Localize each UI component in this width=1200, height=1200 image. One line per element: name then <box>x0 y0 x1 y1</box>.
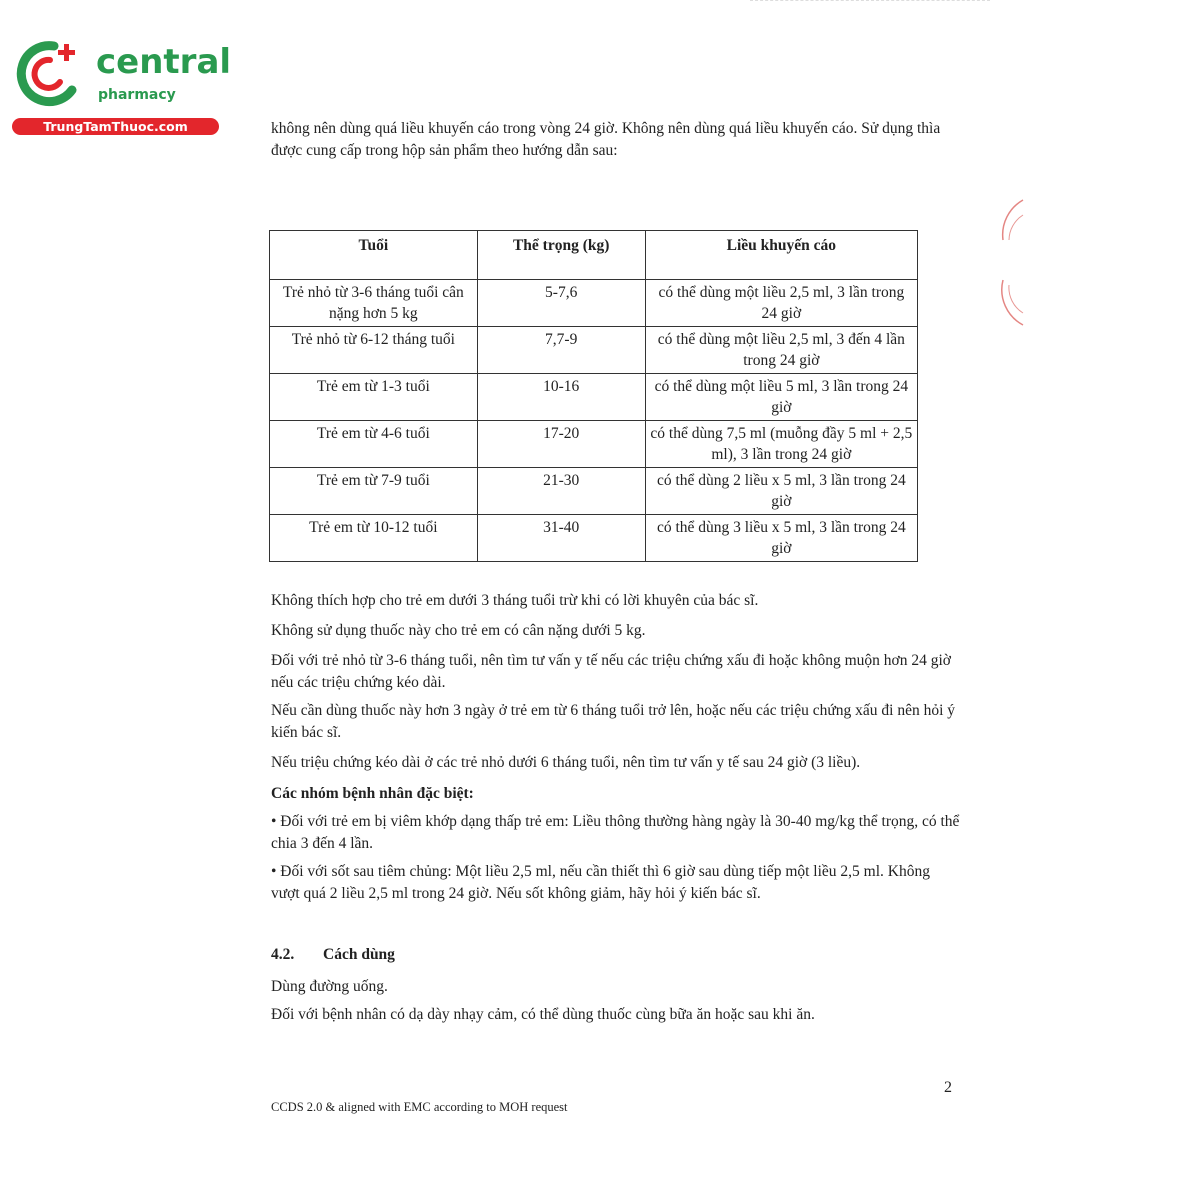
usage-paragraph: Đối với bệnh nhân có dạ dày nhạy cảm, có thể dùng thuốc cùng bữa ăn hoặc sau khi ăn. <box>271 1006 815 1023</box>
cell-age: Trẻ nhỏ từ 3-6 tháng tuổi cân nặng hơn 5 kg <box>270 280 478 327</box>
cell-dose: có thể dùng một liều 2,5 ml, 3 lần trong 24 giờ <box>645 280 917 327</box>
header-dose: Liều khuyến cáo <box>645 231 917 280</box>
note-paragraph: Nếu cần dùng thuốc này hơn 3 ngày ở trẻ em từ 6 tháng tuổi trở lên, hoặc nếu các triệu chứng xấu đi nên hỏi ý kiến bác sĩ. <box>271 702 956 741</box>
cell-weight: 21-30 <box>477 468 645 515</box>
table-row <box>270 468 918 515</box>
header-age: Tuổi <box>270 231 478 280</box>
logo-site-badge[interactable]: TrungTamThuoc.com <box>12 118 219 135</box>
cell-dose: có thể dùng 7,5 ml (muỗng đầy 5 ml + 2,5 ml), 3 lần trong 24 giờ <box>645 421 917 468</box>
dosage-table <box>269 230 918 562</box>
cell-age: Trẻ em từ 10-12 tuổi <box>270 515 478 562</box>
cell-dose: có thể dùng một liều 2,5 ml, 3 đến 4 lần trong 24 giờ <box>645 327 917 374</box>
special-groups-heading: Các nhóm bệnh nhân đặc biệt: <box>271 785 474 802</box>
top-edge-line <box>750 0 990 2</box>
table-header-row <box>270 231 918 280</box>
section-title: Cách dùng <box>323 946 395 963</box>
cell-dose: có thể dùng 3 liều x 5 ml, 3 lần trong 24 giờ <box>645 515 917 562</box>
cell-weight: 10-16 <box>477 374 645 421</box>
note-paragraph: Nếu triệu chứng kéo dài ở các trẻ nhỏ dưới 6 tháng tuổi, nên tìm tư vấn y tế sau 24 giờ (3 liều). <box>271 754 861 771</box>
note-paragraph: Đối với trẻ nhỏ từ 3-6 tháng tuổi, nên tìm tư vấn y tế nếu các triệu chứng xấu đi hoặc không muộn hơn 24 giờ nếu các triệu chứng kéo dài. <box>271 652 951 691</box>
cell-dose: có thể dùng 2 liều x 5 ml, 3 lần trong 24 giờ <box>645 468 917 515</box>
cell-weight: 5-7,6 <box>477 280 645 327</box>
table-row <box>270 327 918 374</box>
central-pharmacy-logo[interactable] <box>10 36 232 136</box>
logo-brand-text: central <box>96 42 232 82</box>
cell-age: Trẻ nhỏ từ 6-12 tháng tuổi <box>270 327 478 374</box>
table-row <box>270 280 918 327</box>
logo-sub-text: pharmacy <box>98 87 176 103</box>
table-row <box>270 421 918 468</box>
table-row <box>270 515 918 562</box>
header-weight: Thể trọng (kg) <box>477 231 645 280</box>
red-stamp-fragment <box>995 195 1025 335</box>
cell-weight: 17-20 <box>477 421 645 468</box>
footer-text: CCDS 2.0 & aligned with EMC according to MOH request <box>271 1100 568 1114</box>
cell-dose: có thể dùng một liều 5 ml, 3 lần trong 24 giờ <box>645 374 917 421</box>
intro-paragraph: không nên dùng quá liều khuyến cáo trong vòng 24 giờ. Không nên dùng quá liều khuyến cáo. Sử dụng thìa được cung cấp trong hộp sản phẩm theo hướng dẫn sau: <box>271 120 941 159</box>
cell-weight: 7,7-9 <box>477 327 645 374</box>
section-heading <box>271 946 395 964</box>
logo-mark-icon <box>10 38 90 108</box>
cell-age: Trẻ em từ 7-9 tuổi <box>270 468 478 515</box>
bullet-paragraph: • Đối với trẻ em bị viêm khớp dạng thấp trẻ em: Liều thông thường hàng ngày là 30-40 mg/kg thể trọng, có thể chia 3 đến 4 lần. <box>271 813 960 852</box>
page-number: 2 <box>944 1079 952 1096</box>
bullet-paragraph: • Đối với sốt sau tiêm chủng: Một liều 2,5 ml, nếu cần thiết thì 6 giờ sau dùng tiếp một liều 2,5 ml. Không vượt quá 2 liều 2,5 ml trong 24 giờ. Nếu sốt không giảm, hãy hỏi ý kiến bác sĩ. <box>271 863 930 902</box>
usage-paragraph: Dùng đường uống. <box>271 978 388 995</box>
cell-age: Trẻ em từ 4-6 tuổi <box>270 421 478 468</box>
table-row <box>270 374 918 421</box>
note-paragraph: Không sử dụng thuốc này cho trẻ em có cân nặng dưới 5 kg. <box>271 622 646 639</box>
note-paragraph: Không thích hợp cho trẻ em dưới 3 tháng tuổi trừ khi có lời khuyên của bác sĩ. <box>271 592 759 609</box>
cell-age: Trẻ em từ 1-3 tuổi <box>270 374 478 421</box>
section-number: 4.2. <box>271 946 295 963</box>
cell-weight: 31-40 <box>477 515 645 562</box>
